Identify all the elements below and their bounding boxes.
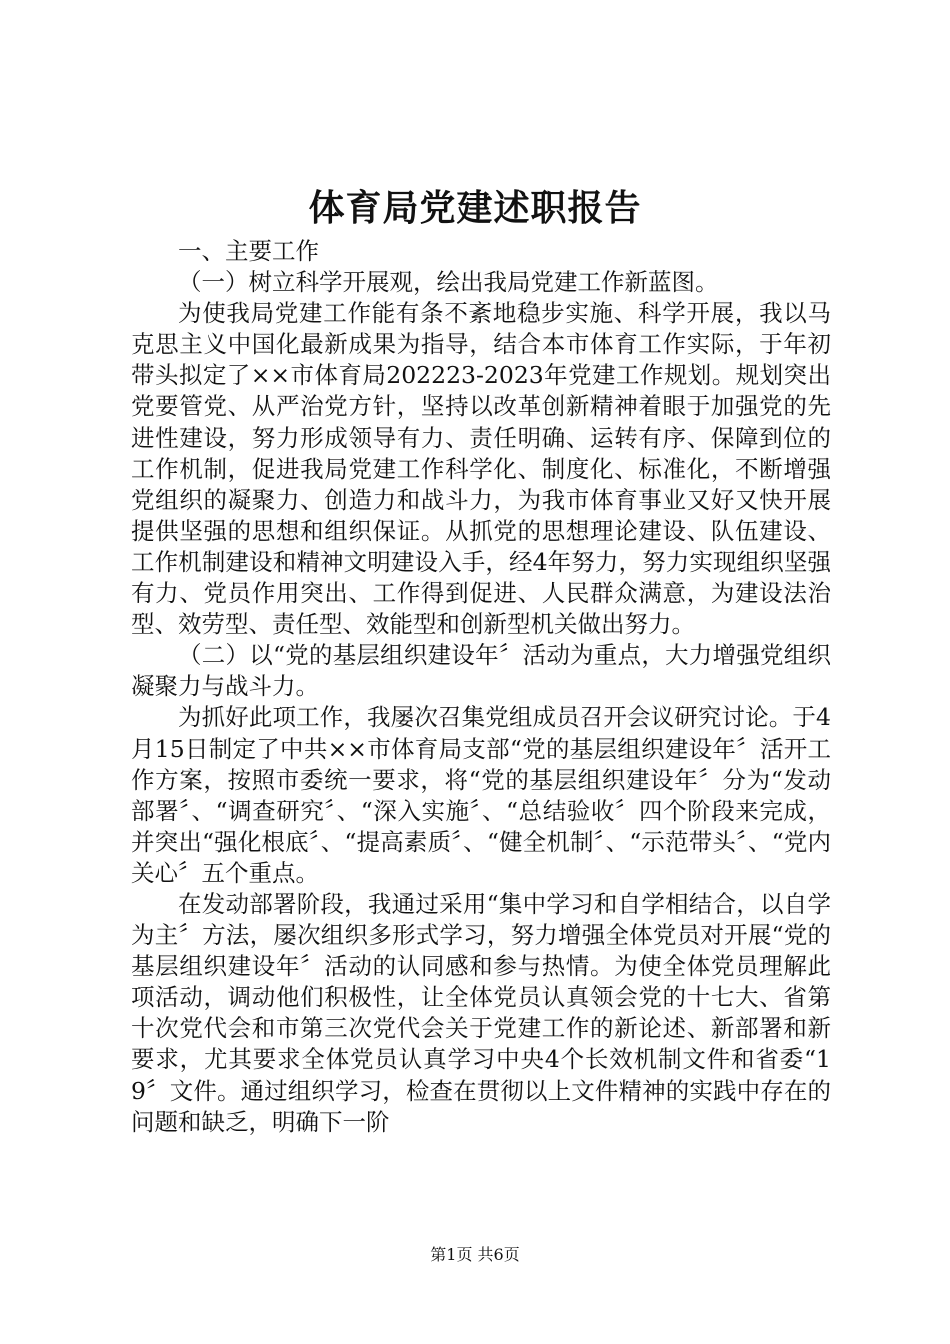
- subsection-heading-2: （二）以“党的基层组织建设年〞活动为重点，大力增强党组织凝聚力与战斗力。: [131, 641, 831, 701]
- body-paragraph: 为抓好此项工作，我屡次召集党组成员召开会议研究讨论。于4月15日制定了中共××市体育局支部“党的基层组织建设年〞活开工作方案，按照市委统一要求，将“党的基层组织建设年〞分为“发动部署〞、“调查研究〞、“深入实施〞、“总结验收〞四个阶段来完成，并突出“强化根底〞、“提高素质〞、“健全机制〞、“示范带头〞、“党内关心〞五个重点。: [131, 703, 831, 887]
- section-heading: 一、主要工作: [178, 237, 319, 265]
- document-title: 体育局党建述职报告: [308, 187, 642, 229]
- subsection-heading-1: （一）树立科学开展观，绘出我局党建工作新蓝图。: [178, 268, 719, 297]
- document-body: [131, 236, 831, 1138]
- body-paragraph: 为使我局党建工作能有条不紊地稳步实施、科学开展，我以马克思主义中国化最新成果为指导，结合本市体育工作实际，于年初带头拟定了××市体育局202223-2023年党建工作规划。规划突出党要管党、从严治党方针，坚持以改革创新精神着眼于加强党的先进性建设，努力形成领导有力、责任明确、运转有序、保障到位的工作机制，促进我局党建工作科学化、制度化、标准化，不断增强党组织的凝聚力、创造力和战斗力，为我市体育事业又好又快开展提供坚强的思想和组织保证。从抓党的思想理论建设、队伍建设、工作机制建设和精神文明建设入手，经4年努力，努力实现组织坚强有力、党员作用突出、工作得到促进、人民群众满意，为建设法治型、效劳型、责任型、效能型和创新型机关做出努力。: [131, 299, 831, 639]
- page-footer: 第1页 共6页: [430, 1245, 520, 1264]
- body-paragraph: 在发动部署阶段，我通过采用“集中学习和自学相结合，以自学为主〞方法，屡次组织多形式学习，努力增强全体党员对开展“党的基层组织建设年〞活动的认同感和参与热情。为使全体党员理解此项活动，调动他们积极性，让全体党员认真领会党的十七大、省第十次党代会和市第三次党代会关于党建工作的新论述、新部署和新要求，尤其要求全体党员认真学习中央4个长效机制文件和省委“19〞文件。通过组织学习，检查在贯彻以上文件精神的实践中存在的问题和缺乏，明确下一阶: [131, 889, 831, 1136]
